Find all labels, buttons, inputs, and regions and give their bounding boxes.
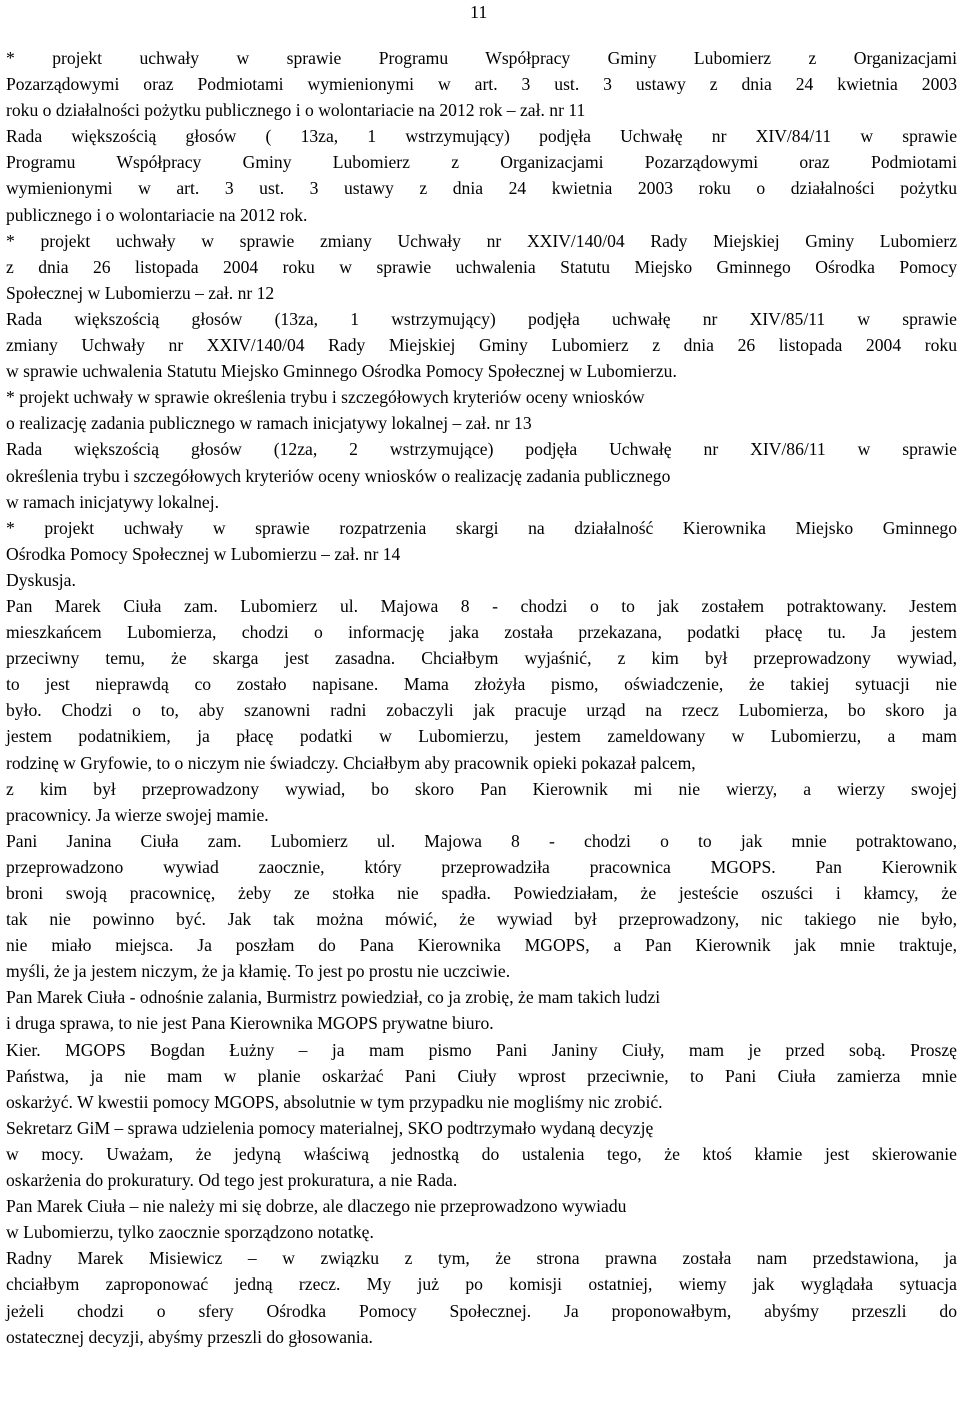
text-line: pracownicy. Ja wierze swojej mamie. [6,804,269,825]
text-line: było. Chodzi o to, aby szanowni radni zobaczyli jak pracuje urząd na rzecz Lubomierza, bo skoro ja [6,700,957,721]
text-line: * projekt uchwały w sprawie rozpatrzenia skargi na działalność Kierownika Miejsko Gminnego [6,517,957,538]
text-line: Sekretarz GiM – sprawa udzielenia pomocy materialnej, SKO podtrzymało wydaną decyzję [6,1117,654,1138]
text-line: z dnia 26 listopada 2004 roku w sprawie uchwalenia Statutu Miejsko Gminnego Ośrodka Pomocy [6,256,957,277]
text-line: Ośrodka Pomocy Społecznej w Lubomierzu – zał. nr 14 [6,543,401,564]
text-line: Pan Marek Ciuła - odnośnie zalania, Burmistrz powiedział, co ja zrobię, że mam takich ludzi [6,987,661,1008]
text-line: Społecznej w Lubomierzu – zał. nr 12 [6,282,275,303]
text-line: przeciwny temu, że skarga jest zasadna. Chciałbym wyjaśnić, z kim był przeprowadzony wywiad, [6,648,957,669]
text-line: Pani Janina Ciuła zam. Lubomierz ul. Majowa 8 - chodzi o to jak mnie potraktowano, [6,830,957,851]
text-line: myśli, że ja jestem niczym, że ja kłamię. To jest po prostu nie uczciwie. [6,961,511,982]
text-line: ostatecznej decyzji, abyśmy przeszli do głosowania. [6,1326,373,1347]
text-line: oskarżenia do prokuratury. Od tego jest prokuratura, a nie Rada. [6,1170,458,1191]
text-line: mieszkańcem Lubomierza, chodzi o informację jaka została przekazana, podatki płacę tu. Ja jestem [6,622,957,643]
text-line: zmiany Uchwały nr XXIV/140/04 Rady Miejskiej Gminy Lubomierz z dnia 26 listopada 2004 roku [6,335,957,356]
text-line: Rada większością głosów ( 13za, 1 wstrzymujący) podjęła Uchwałę nr XIV/84/11 w sprawie [6,126,957,147]
page-number: 11 [470,2,488,22]
text-line: Pozarządowymi oraz Podmiotami wymienionymi w art. 3 ust. 3 ustawy z dnia 24 kwietnia 2003 [6,74,957,95]
text-line: Państwa, ja nie mam w planie oskarżać Pani Ciuły wprost przeciwnie, to Pani Ciuła zamierza mnie [6,1065,957,1086]
text-line: Pan Marek Ciuła – nie należy mi się dobrze, ale dlaczego nie przeprowadzono wywiadu [6,1196,627,1217]
text-line: Rada większością głosów (13za, 1 wstrzymujący) podjęła uchwałę nr XIV/85/11 w sprawie [6,308,957,329]
text-line: jeżeli chodzi o sfery Ośrodka Pomocy Społecznej. Ja proponowałbym, abyśmy przeszli do [6,1300,957,1321]
text-line: * projekt uchwały w sprawie Programu Współpracy Gminy Lubomierz z Organizacjami [6,48,957,68]
text-line: tak nie powinno być. Jak tak można mówić, że wywiad był przeprowadzony, nic takiego nie było, [6,909,957,930]
text-line: Pan Marek Ciuła zam. Lubomierz ul. Majowa 8 - chodzi o to jak zostałem potraktowany. Jestem [6,595,957,616]
text-line: roku o działalności pożytku publicznego i o wolontariacie na 2012 rok – zał. nr 11 [6,100,586,121]
text-line: Dyskusja. [6,569,76,590]
text-line: * projekt uchwały w sprawie określenia trybu i szczegółowych kryteriów oceny wniosków [6,387,645,408]
text-line: nie miało miejsca. Ja poszłam do Pana Kierownika MGOPS, a Pan Kierownik jak mnie traktuje, [6,935,957,956]
text-line: w sprawie uchwalenia Statutu Miejsko Gminnego Ośrodka Pomocy Społecznej w Lubomierzu. [6,361,677,382]
text-line: wymienionymi w art. 3 ust. 3 ustawy z dnia 24 kwietnia 2003 roku o działalności pożytku [6,178,957,199]
text-line: rodzinę w Gryfowie, to o niczym nie świadczy. Chciałbym aby pracownik opieki pokazał palcem, [6,752,696,773]
text-line: i druga sprawa, to nie jest Pana Kierownika MGOPS prywatne biuro. [6,1013,494,1034]
text-line: Kier. MGOPS Bogdan Łużny – ja mam pismo Pani Janiny Ciuły, mam je przed sobą. Proszę [6,1039,957,1060]
text-line: w ramach inicjatywy lokalnej. [6,491,220,512]
text-line: w mocy. Uważam, że jedyną właściwą jednostką do ustalenia tego, że ktoś kłamie jest skierowanie [6,1143,957,1164]
text-line: Programu Współpracy Gminy Lubomierz z Organizacjami Pozarządowymi oraz Podmiotami [6,152,957,173]
text-line: określenia trybu i szczegółowych kryteriów oceny wniosków o realizację zadania publicznego [6,465,671,486]
text-line: jestem podatnikiem, ja płacę podatki w Lubomierzu, jestem zameldowany w Lubomierzu, a mam [6,726,957,747]
document-body [6,45,957,1350]
text-line: Radny Marek Misiewicz – w związku z tym, że strona prawna została nam przedstawiona, ja [6,1248,957,1269]
text-line: broni swoją pracownicę, żeby ze stołka nie spadła. Powiedziałam, że jesteście oszuści i kłamcy, że [6,883,957,903]
text-line: o realizację zadania publicznego w ramach inicjatywy lokalnej – zał. nr 13 [6,413,532,434]
text-line: Rada większością głosów (12za, 2 wstrzymujące) podjęła Uchwałę nr XIV/86/11 w sprawie [6,439,957,460]
text-line: * projekt uchwały w sprawie zmiany Uchwały nr XXIV/140/04 Rady Miejskiej Gminy Lubomierz [6,230,957,251]
text-line: publicznego i o wolontariacie na 2012 rok. [6,204,308,225]
text-line: oskarżyć. W kwestii pomocy MGOPS, absolutnie w tym przypadku nie mogliśmy nic zrobić. [6,1091,663,1112]
text-line: z kim był przeprowadzony wywiad, bo skoro Pan Kierownik mi nie wierzy, a wierzy swojej [6,778,957,799]
text-line: chciałbym zaproponować jedną rzecz. My już po komisji ostatniej, wiemy jak wyglądała sytuacja [6,1274,957,1295]
text-line: w Lubomierzu, tylko zaocznie sporządzono notatkę. [6,1222,374,1243]
text-line: to jest nieprawdą co zostało napisane. Mama złożyła pismo, oświadczenie, że takiej sytuacji nie [6,674,957,695]
text-line: przeprowadzono wywiad zaocznie, który przeprowadziła pracownica MGOPS. Pan Kierownik [6,856,957,877]
